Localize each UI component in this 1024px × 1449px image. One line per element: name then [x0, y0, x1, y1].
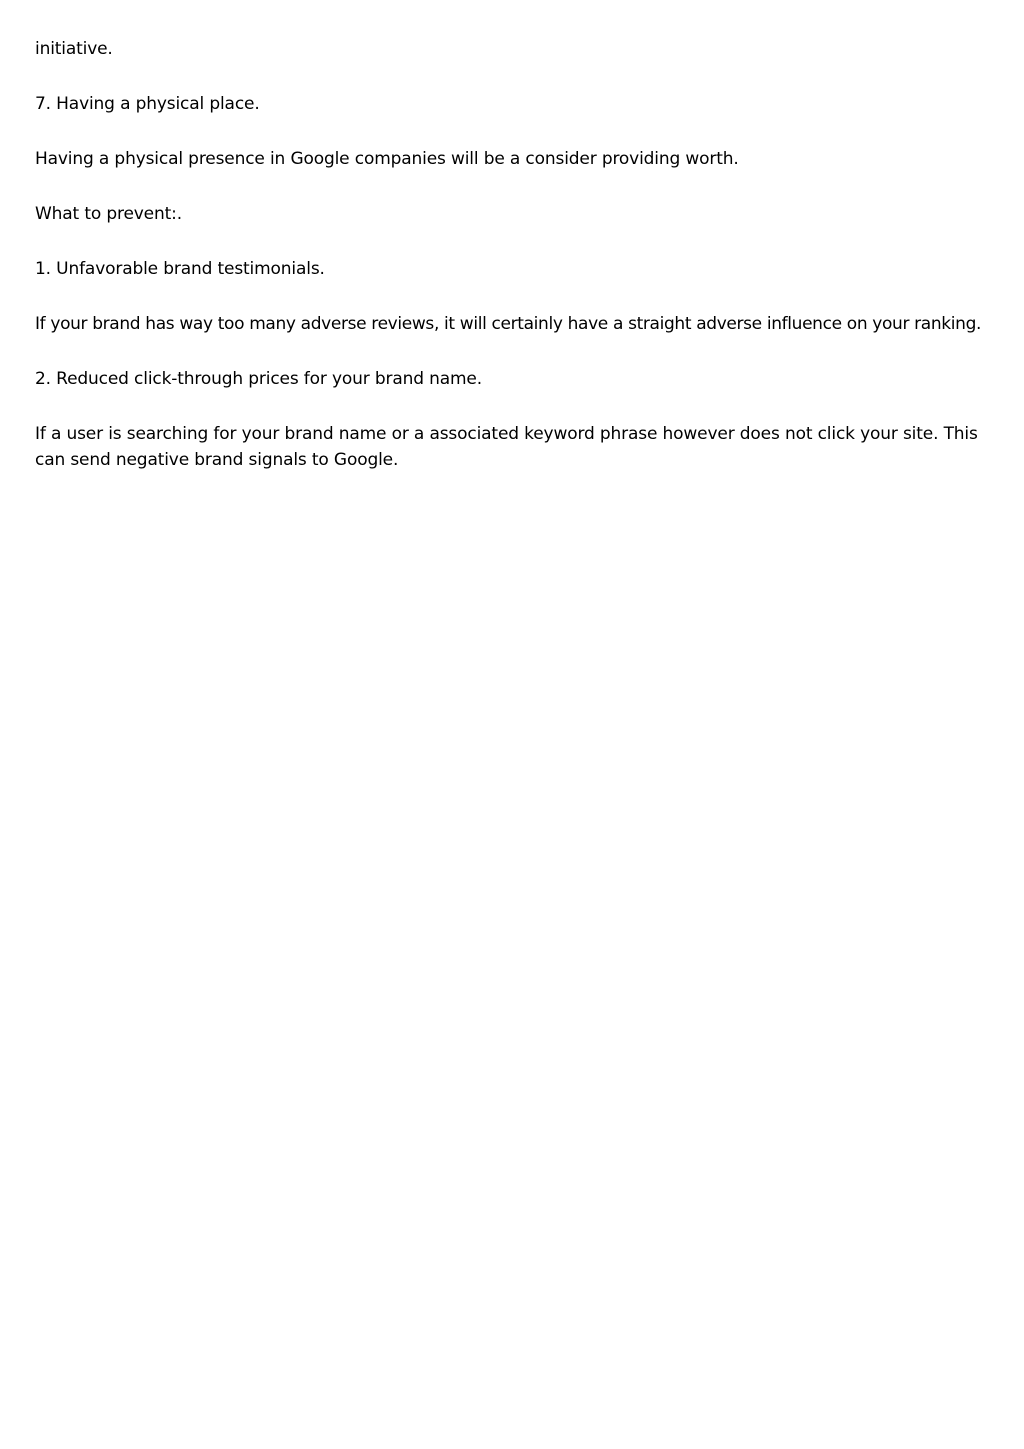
- paragraph-brand-search: If a user is searching for your brand name or a associated keyword phrase however does not click your site. This can send negative brand signals to Google.: [35, 424, 978, 470]
- heading-reduced-click-through: 2. Reduced click-through prices for your brand name.: [35, 369, 482, 389]
- heading-unfavorable-testimonials: 1. Unfavorable brand testimonials.: [35, 259, 325, 279]
- paragraph-physical-presence: Having a physical presence in Google companies will be a consider providing worth.: [35, 149, 739, 169]
- heading-physical-place: 7. Having a physical place.: [35, 94, 260, 114]
- paragraph-initiative: initiative.: [35, 39, 113, 59]
- paragraph-adverse-reviews: If your brand has way too many adverse reviews, it will certainly have a straight adverse influence on your ranking.: [35, 314, 982, 334]
- heading-what-to-prevent: What to prevent:.: [35, 204, 182, 224]
